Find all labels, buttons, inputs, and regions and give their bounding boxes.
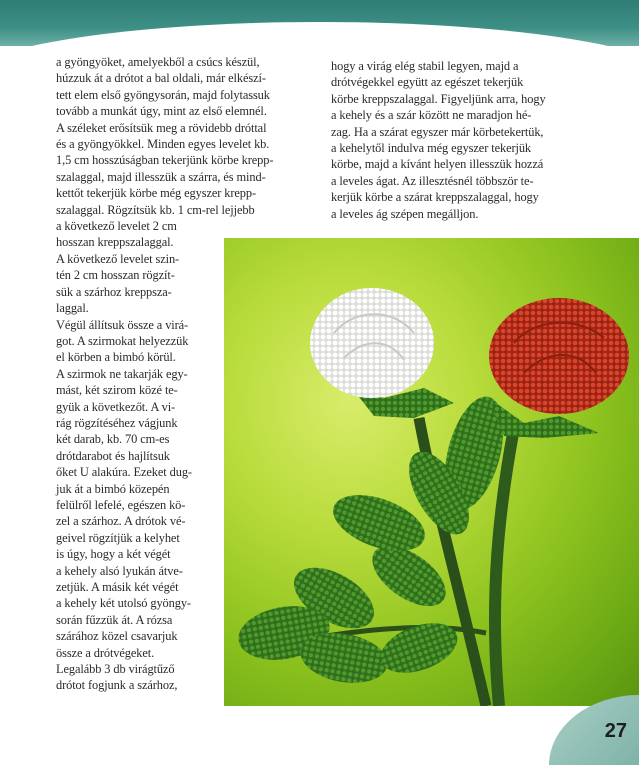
text-line: tovább a munkát úgy, mint az első elemnél. (56, 104, 267, 119)
text-line: A szirmok ne takarják egy- (56, 366, 188, 381)
text-line: felülről lefelé, egészen kö- (56, 497, 186, 512)
text-line: a kehely két utolsó gyöngy- (56, 596, 191, 611)
text-line: laggal. (56, 301, 89, 316)
text-line: hosszan kreppszalaggal. (56, 235, 174, 250)
text-line: drótvégekkel együtt az egészet tekerjük (331, 75, 524, 90)
white-rose (310, 288, 434, 398)
text-line: a gyöngyöket, amelyekből a csúcs készül, (56, 55, 260, 69)
red-rose-stem (495, 428, 514, 706)
text-line: a kehely és a szár között ne maradjon hé- (331, 108, 532, 123)
text-line: szalaggal, majd illesszük a szárra, és mind- (56, 169, 266, 184)
text-line: 1,5 cm hosszúságban tekerjünk körbe krepp- (56, 153, 274, 168)
text-line: körbe, majd a kívánt helyen illesszük hozzá (331, 157, 544, 172)
text-line: A következő levelet szin- (56, 251, 180, 266)
text-line: a kehely alsó lyukán átve- (56, 563, 183, 578)
text-line: got. A szirmokat helyezzük (56, 333, 189, 348)
text-line: és a gyöngyökkel. Minden egyes levelet kb. (56, 137, 270, 152)
text-line: is úgy, hogy a két végét (56, 547, 171, 562)
right-text-column (331, 58, 611, 222)
text-line: juk át a bimbó közepén (56, 481, 170, 496)
page-number: 27 (604, 720, 627, 742)
text-line: zel a szárhoz. A drótok vé- (56, 514, 186, 529)
text-line: zag. Ha a szárat egyszer már körbetekertük, (331, 124, 544, 139)
text-line: geivel rögzítjük a kelyhet (56, 530, 180, 545)
text-line: össze a drótvégeket. (56, 645, 155, 660)
text-line: drótot fogjunk a szárhoz, (56, 678, 178, 693)
text-line: Végül állítsuk össze a virá- (56, 317, 189, 332)
leaf (374, 614, 464, 683)
text-line: szárához közel csavarjuk (56, 629, 178, 644)
text-line: a következő levelet 2 cm (56, 219, 177, 234)
text-line: el körben a bimbó körül. (56, 350, 176, 365)
text-line: gyük a következőt. A vi- (56, 399, 176, 414)
text-line: két darab, kb. 70 cm-es (56, 432, 170, 447)
text-line: Legalább 3 db virágtűző (56, 662, 175, 677)
text-line: a leveles ág szépen megálljon. (331, 206, 479, 221)
text-line: drótdarabot és hajlítsuk (56, 448, 170, 463)
red-rose (489, 298, 629, 414)
text-line: A széleket erősítsük meg a rövidebb dróttal (56, 120, 267, 135)
text-line: kerjük körbe a szárat kreppszalaggal, hogy (331, 190, 539, 205)
text-line: szalaggal. Rögzítsük kb. 1 cm-rel lejjebb (56, 202, 255, 217)
text-line: húzzuk át a drótot a bal oldali, már elkészí- (56, 71, 266, 86)
beaded-roses-photo (224, 238, 639, 706)
text-line: a leveles ágat. Az illesztésnél többször te- (331, 173, 534, 188)
roses-illustration (224, 238, 639, 706)
text-line: kettőt tekerjük körbe még egyszer krepp- (56, 186, 257, 201)
text-line: sük a szárhoz kreppsza- (56, 284, 172, 299)
text-line: hogy a virág elég stabil legyen, majd a (331, 59, 519, 73)
text-line: körbe kreppszalaggal. Figyeljünk arra, hogy (331, 91, 546, 106)
text-line: rág rögzítéséhez vágjunk (56, 415, 178, 430)
text-line: során fűzzük át. A rózsa (56, 612, 173, 627)
text-line: mást, két szirom közé te- (56, 383, 178, 398)
text-line: a kehelytől indulva még egyszer tekerjük (331, 141, 532, 156)
text-line: zetjük. A másik két végét (56, 580, 179, 594)
text-line: őket U alakúra. Ezeket dug- (56, 465, 192, 480)
text-line: tett elem első gyöngysorán, majd folytassuk (56, 87, 270, 102)
text-line: tén 2 cm hosszan rögzít- (56, 268, 175, 283)
